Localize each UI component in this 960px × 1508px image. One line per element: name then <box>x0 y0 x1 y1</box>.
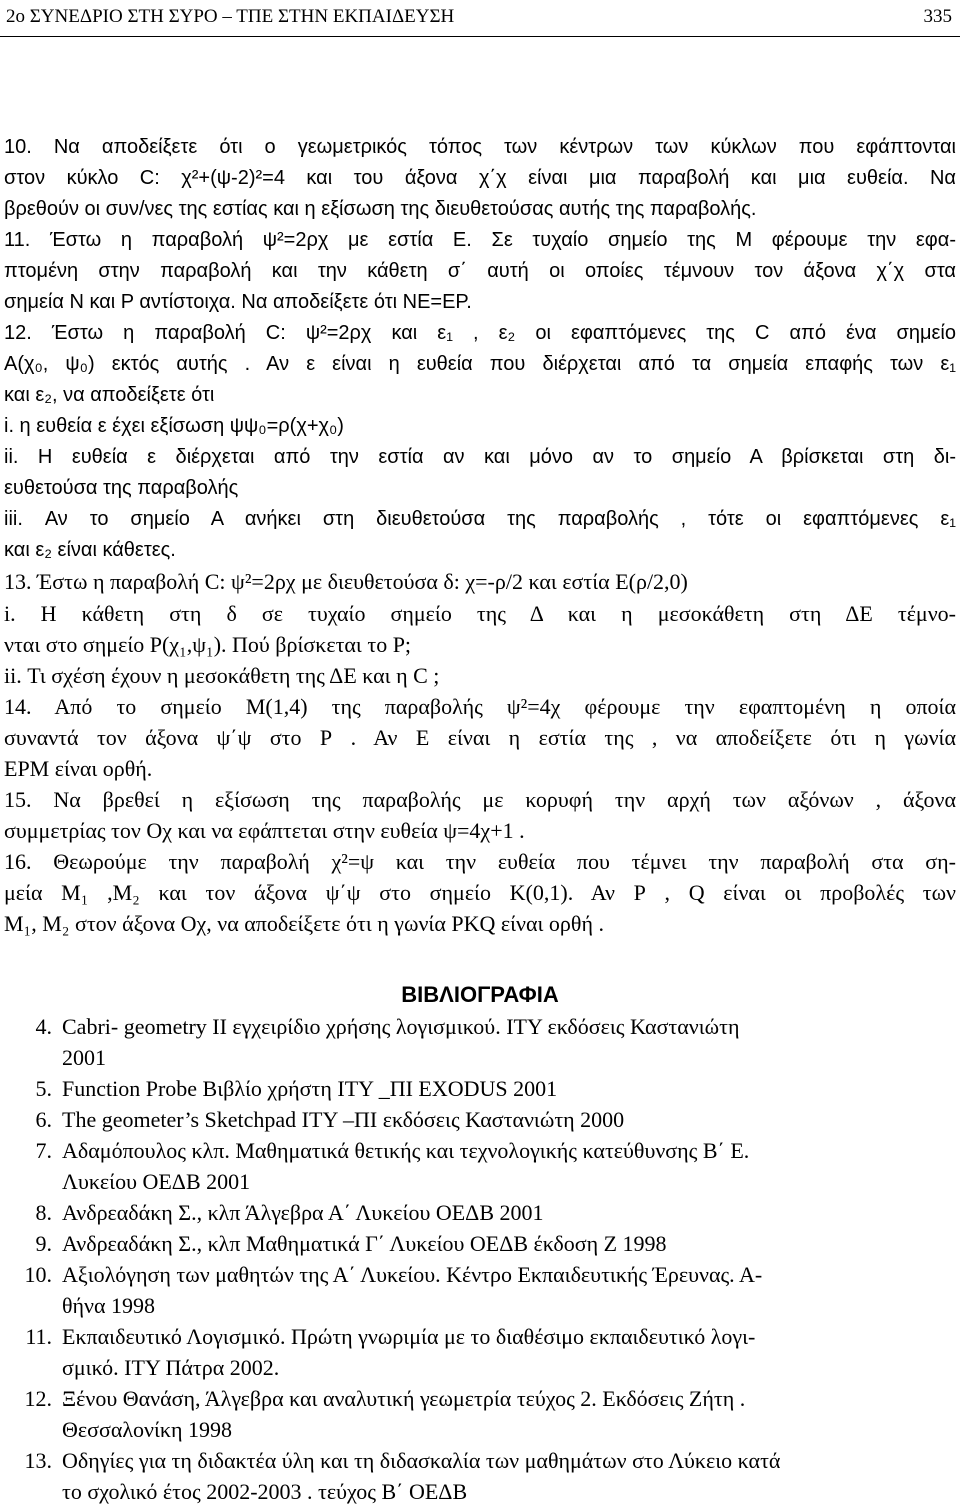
bibliography-entry <box>0 1260 960 1290</box>
entry-number: 11. <box>25 1324 52 1349</box>
entry-text: Οδηγίες για τη διδακτέα ύλη και τη διδασκαλία των μαθημάτων στο Λύκειο κατά <box>62 1448 781 1473</box>
entry-number: 7. <box>35 1138 52 1163</box>
bibliography-entry <box>0 1167 960 1197</box>
bibliography-entry <box>0 1446 960 1476</box>
exercise-line: Μ₁, Μ₂ στον άξονα Οχ, να αποδείξετε ότι η γωνία PKQ είναι ορθή . <box>4 911 604 936</box>
entry-number: 6. <box>35 1107 52 1132</box>
entry-text: Ανδρεαδάκη Σ., κλπ Άλγεβρα Α΄ Λυκείου ΟΕΔΒ 2001 <box>62 1200 544 1225</box>
entry-text: Λυκείου ΟΕΔΒ 2001 <box>62 1169 251 1194</box>
bibliography-title: ΒΙΒΛΙΟΓΡΑΦΙΑ <box>401 982 559 1007</box>
exercise-line: και ε₂ είναι κάθετες. <box>4 539 176 561</box>
exercise-line: συμμετρίας τον Οχ και να εφάπτεται στην ευθεία ψ=4χ+1 . <box>4 818 525 843</box>
exercise-line: 12. Έστω η παραβολή C: ψ²=2ρχ και ε₁ , ε₂ οι εφαπτόμενες της C από ένα σημείο <box>4 322 956 344</box>
exercise-line: i. η ευθεία ε έχει εξίσωση ψψ₀=ρ(χ+χ₀) <box>4 415 344 437</box>
exercise-line: πτομένη στην παραβολή και την κάθετη σ΄ αυτή οι οποίες τέμνουν τον άξονα χ΄χ στα <box>4 260 956 282</box>
bibliography-entry <box>0 1043 960 1073</box>
bibliography-entry <box>0 1477 960 1507</box>
exercise-line: ii. Τι σχέση έχουν η μεσοκάθετη της ΔΕ και η C ; <box>4 663 440 688</box>
entry-number: 8. <box>35 1200 52 1225</box>
entry-number: 12. <box>24 1386 52 1411</box>
entry-number: 9. <box>35 1231 52 1256</box>
entry-number: 10. <box>24 1262 52 1287</box>
entry-text: σμικό. ΙΤΥ Πάτρα 2002. <box>62 1355 280 1380</box>
entry-text: το σχολικό έτος 2002-2003 . τεύχος Β΄ ΟΕΔΒ <box>62 1479 468 1504</box>
bibliography-entry <box>0 1198 960 1228</box>
bibliography-entry <box>0 1229 960 1259</box>
header-divider <box>0 36 960 37</box>
exercise-line: συναντά τον άξονα ψ΄ψ στο Ρ . Αν Ε είναι η εστία της , να αποδείξετε ότι η γωνία <box>4 725 956 750</box>
entry-number: 13. <box>24 1448 52 1473</box>
bibliography-entry <box>0 1353 960 1383</box>
exercise-line: 10. Να αποδείξετε ότι ο γεωμετρικός τόπος των κέντρων των κύκλων που εφάπτονται <box>4 136 956 158</box>
exercise-line: 16. Θεωρούμε την παραβολή χ²=ψ και την ευθεία που τέμνει την παραβολή στα ση- <box>4 849 956 874</box>
bibliography-entry <box>0 1322 960 1352</box>
exercise-line: 14. Από το σημείο Μ(1,4) της παραβολής ψ²=4χ φέρουμε την εφαπτομένη η οποία <box>4 694 956 719</box>
exercise-line: 13. Έστω η παραβολή C: ψ²=2ρχ με διευθετούσα δ: χ=-ρ/2 και εστία Ε(ρ/2,0) <box>4 569 688 594</box>
exercise-line: 15. Να βρεθεί η εξίσωση της παραβολής με κορυφή την αρχή των αξόνων , άξονα <box>4 787 956 812</box>
entry-number: 5. <box>35 1076 52 1101</box>
entry-text: Αξιολόγηση των μαθητών της Α΄ Λυκείου. Κέντρο Εκπαιδευτικής Έρευνας. Α- <box>62 1262 763 1287</box>
page-number: 335 <box>923 6 952 27</box>
entry-text: Θεσσαλονίκη 1998 <box>62 1417 232 1442</box>
entry-text: θήνα 1998 <box>62 1293 156 1318</box>
exercise-line: ii. Η ευθεία ε διέρχεται από την εστία αν και μόνο αν το σημείο Α βρίσκεται στη δι- <box>4 446 956 468</box>
bibliography-entry <box>0 1012 960 1042</box>
exercise-line: Α(χ₀, ψ₀) εκτός αυτής . Αν ε είναι η ευθεία που διέρχεται από τα σημεία επαφής των ε₁ <box>4 353 956 375</box>
bibliography-entry <box>0 1074 960 1104</box>
entry-text: 2001 <box>62 1045 106 1070</box>
entry-text: The geometer’s Sketchpad ΙΤΥ –ΠΙ εκδόσεις Καστανιώτη 2000 <box>62 1107 625 1132</box>
entry-text: Εκπαιδευτικό Λογισμικό. Πρώτη γνωριμία με το διαθέσιμο εκπαιδευτικό λογι- <box>62 1324 756 1349</box>
bibliography-entry <box>0 1415 960 1445</box>
entry-text: Cabri- geometry II εγχειρίδιο χρήσης λογισμικού. ΙΤΥ εκδόσεις Καστανιώτη <box>62 1014 740 1039</box>
exercise-line: βρεθούν οι συν/νες της εστίας και η εξίσωση της διευθετούσας αυτής της παραβολής. <box>4 198 757 220</box>
exercise-line: σημεία Ν και Ρ αντίστοιχα. Να αποδείξετε ότι ΝΕ=ΕΡ. <box>4 291 472 313</box>
entry-text: Function Probe Βιβλίο χρήστη ΙΤΥ _ΠΙ EXODUS 2001 <box>62 1076 558 1101</box>
bibliography-entry <box>0 1291 960 1321</box>
bibliography-entry <box>0 1136 960 1166</box>
bibliography-entry <box>0 1105 960 1135</box>
entry-text: Αδαμόπουλος κλπ. Μαθηματικά θετικής και τεχνολογικής κατεύθυνσης Β΄ Ε. <box>62 1138 750 1163</box>
exercise-line: ευθετούσα της παραβολής <box>4 477 239 499</box>
entry-text: Ανδρεαδάκη Σ., κλπ Μαθηματικά Γ΄ Λυκείου ΟΕΔΒ έκδοση Ζ 1998 <box>62 1231 667 1256</box>
exercise-line: iii. Αν το σημείο Α ανήκει στη διευθετούσα της παραβολής , τότε οι εφαπτόμενες ε₁ <box>4 508 956 530</box>
exercise-line: i. Η κάθετη στη δ σε τυχαίο σημείο της Δ και η μεσοκάθετη στη ΔΕ τέμνο- <box>4 601 956 626</box>
entry-text: Ξένου Θανάση, Άλγεβρα και αναλυτική γεωμετρία τεύχος 2. Εκδόσεις Ζήτη . <box>62 1386 746 1411</box>
exercise-line: μεία Μ₁ ,Μ₂ και τον άξονα ψ΄ψ στο σημείο Κ(0,1). Αν Ρ , Q είναι οι προβολές των <box>4 880 956 905</box>
page-header <box>6 4 956 30</box>
conference-title: 2ο ΣΥΝΕΔΡΙΟ ΣΤΗ ΣΥΡΟ – ΤΠΕ ΣΤΗΝ ΕΚΠΑΙΔΕΥΣΗ <box>6 6 455 27</box>
exercise-line: στον κύκλο C: χ²+(ψ-2)²=4 και του άξονα χ΄χ είναι μια παραβολή και μια ευθεία. Να <box>4 167 956 189</box>
exercise-line: ΕΡΜ είναι ορθή. <box>4 756 153 781</box>
exercise-line: και ε₂, να αποδείξετε ότι <box>4 384 215 406</box>
entry-number: 4. <box>35 1014 52 1039</box>
bibliography-entry <box>0 1384 960 1414</box>
exercise-line: νται στο σημείο Ρ(χ₁,ψ₁). Πού βρίσκεται το Ρ; <box>4 632 412 657</box>
exercise-line: 11. Έστω η παραβολή ψ²=2ρχ με εστία Ε. Σε τυχαίο σημείο της Μ φέρουμε την εφα- <box>4 229 956 251</box>
